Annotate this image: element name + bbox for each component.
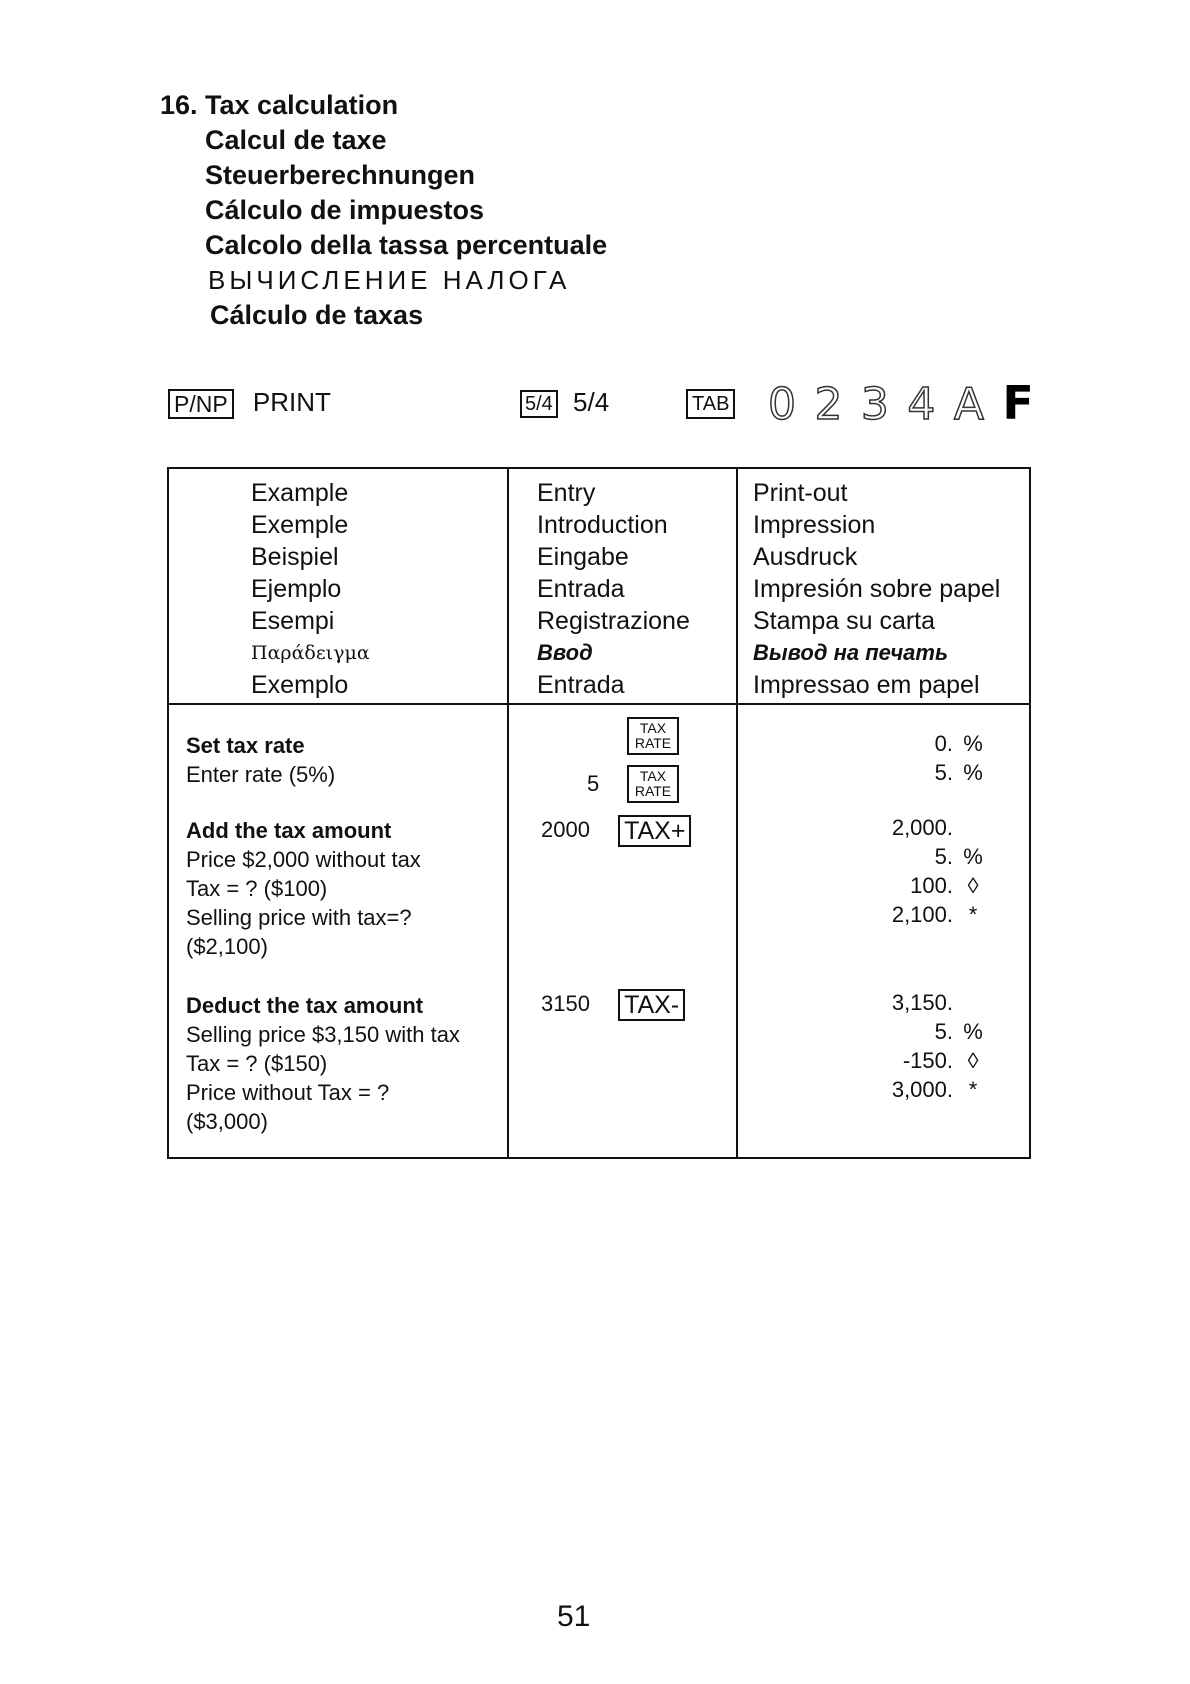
header-label: Eingabe — [537, 543, 629, 571]
section-title-pt: Cálculo de taxas — [210, 300, 424, 330]
entry-deduct-tax — [541, 989, 685, 1021]
column-divider — [507, 469, 509, 1157]
example-deduct-tax — [186, 991, 460, 1136]
tax-rate-key: TAX RATE — [627, 717, 679, 755]
example-set-tax-rate — [186, 731, 335, 789]
section-titles — [160, 88, 607, 333]
header-label: Exemple — [251, 511, 349, 539]
header-entry — [537, 477, 690, 701]
example-line: Selling price $3,150 with tax — [186, 1022, 460, 1047]
header-label: Entrada — [537, 575, 625, 603]
column-divider — [736, 469, 738, 1157]
header-label: Παράδειγμα — [251, 642, 370, 664]
dial-digit: 3 — [860, 379, 889, 430]
printout-line: 2,000. — [891, 815, 953, 840]
example-line: ($3,000) — [186, 1109, 268, 1134]
entry-add-tax — [541, 815, 691, 847]
printout-line: 5. % — [934, 1019, 983, 1044]
printout-deduct-tax — [892, 988, 993, 1104]
header-label: Impresión sobre papel — [753, 575, 1001, 603]
decimal-dial — [768, 376, 1034, 430]
switch-settings — [168, 376, 1048, 442]
rounding-setting — [520, 382, 609, 422]
printout-line: -150. ◊ — [902, 1048, 979, 1073]
example-heading: Set tax rate — [186, 733, 305, 758]
example-line: Tax = ? ($100) — [186, 876, 328, 901]
header-printout — [753, 477, 1000, 701]
header-label: Entry — [537, 479, 596, 507]
printout-line: 2,100. * — [891, 902, 978, 927]
header-divider — [169, 703, 1029, 705]
header-label: Example — [251, 479, 349, 507]
entry-value: 3150 — [541, 990, 590, 1016]
example-line: Price $2,000 without tax — [186, 847, 421, 872]
printout-line: 5. % — [934, 760, 983, 785]
pnp-setting — [168, 382, 331, 422]
printout-add-tax — [892, 813, 993, 929]
printout-line: 3,000. * — [891, 1077, 978, 1102]
header-example — [251, 477, 370, 701]
header-label: Impression — [753, 511, 876, 539]
tax-minus-key: TAX- — [618, 989, 685, 1021]
dial-digit: 4 — [907, 379, 936, 430]
dial-selected: F — [1002, 376, 1034, 430]
header-label: Esempi — [251, 607, 335, 635]
example-line: Tax = ? ($150) — [186, 1051, 328, 1076]
header-label: Impressao em papel — [753, 671, 980, 699]
header-label: Registrazione — [537, 607, 690, 635]
section-title-de: Steuerberechnungen — [205, 160, 476, 190]
pnp-label: PRINT — [252, 387, 331, 417]
section-title-fr: Calcul de taxe — [205, 125, 387, 155]
header-label: Exemplo — [251, 671, 349, 699]
printout-line: 5. % — [934, 844, 983, 869]
tax-rate-key: TAX RATE — [627, 765, 679, 803]
printout-line: 100. ◊ — [910, 873, 979, 898]
example-line: Enter rate (5%) — [186, 762, 336, 787]
pnp-key: P/NP — [168, 389, 234, 419]
header-label: Ввод — [537, 640, 593, 665]
tab-setting — [686, 382, 735, 422]
tax-plus-key: TAX+ — [618, 815, 691, 847]
printout-line: 3,150. — [891, 990, 953, 1015]
dial-digit: 2 — [814, 379, 843, 430]
dial-digit: 0 — [768, 379, 796, 430]
page-number: 51 — [557, 1600, 591, 1633]
example-line: Price without Tax = ? — [186, 1080, 390, 1105]
printout-set-tax-rate — [935, 729, 993, 787]
header-label: Stampa su carta — [753, 607, 936, 635]
header-label: Вывод на печать — [753, 640, 949, 665]
example-table — [167, 467, 1031, 1159]
example-add-tax — [186, 816, 421, 961]
tab-key: TAB — [686, 389, 735, 419]
section-title-es: Cálculo de impuestos — [205, 195, 485, 225]
example-line: Selling price with tax=? — [186, 905, 412, 930]
example-heading: Deduct the tax amount — [186, 993, 424, 1018]
header-label: Entrada — [537, 671, 625, 699]
section-title-en: 16. Tax calculation — [160, 90, 399, 120]
section-title-ru: ВЫЧИСЛЕНИЕ НАЛОГА — [208, 265, 571, 295]
entry-value: 2000 — [541, 816, 590, 842]
dial-digit: A — [953, 379, 984, 430]
header-label: Beispiel — [251, 543, 339, 571]
example-line: ($2,100) — [186, 934, 268, 959]
header-label: Ejemplo — [251, 575, 342, 603]
header-label: Introduction — [537, 511, 668, 539]
rounding-key: 5/4 — [520, 390, 558, 418]
example-heading: Add the tax amount — [186, 818, 392, 843]
header-label: Ausdruck — [753, 543, 858, 571]
entry-value: 5 — [587, 771, 600, 796]
section-title-it: Calcolo della tassa percentuale — [205, 230, 608, 260]
header-label: Print-out — [753, 479, 848, 507]
printout-line: 0. % — [934, 731, 983, 756]
rounding-label: 5/4 — [573, 387, 610, 417]
